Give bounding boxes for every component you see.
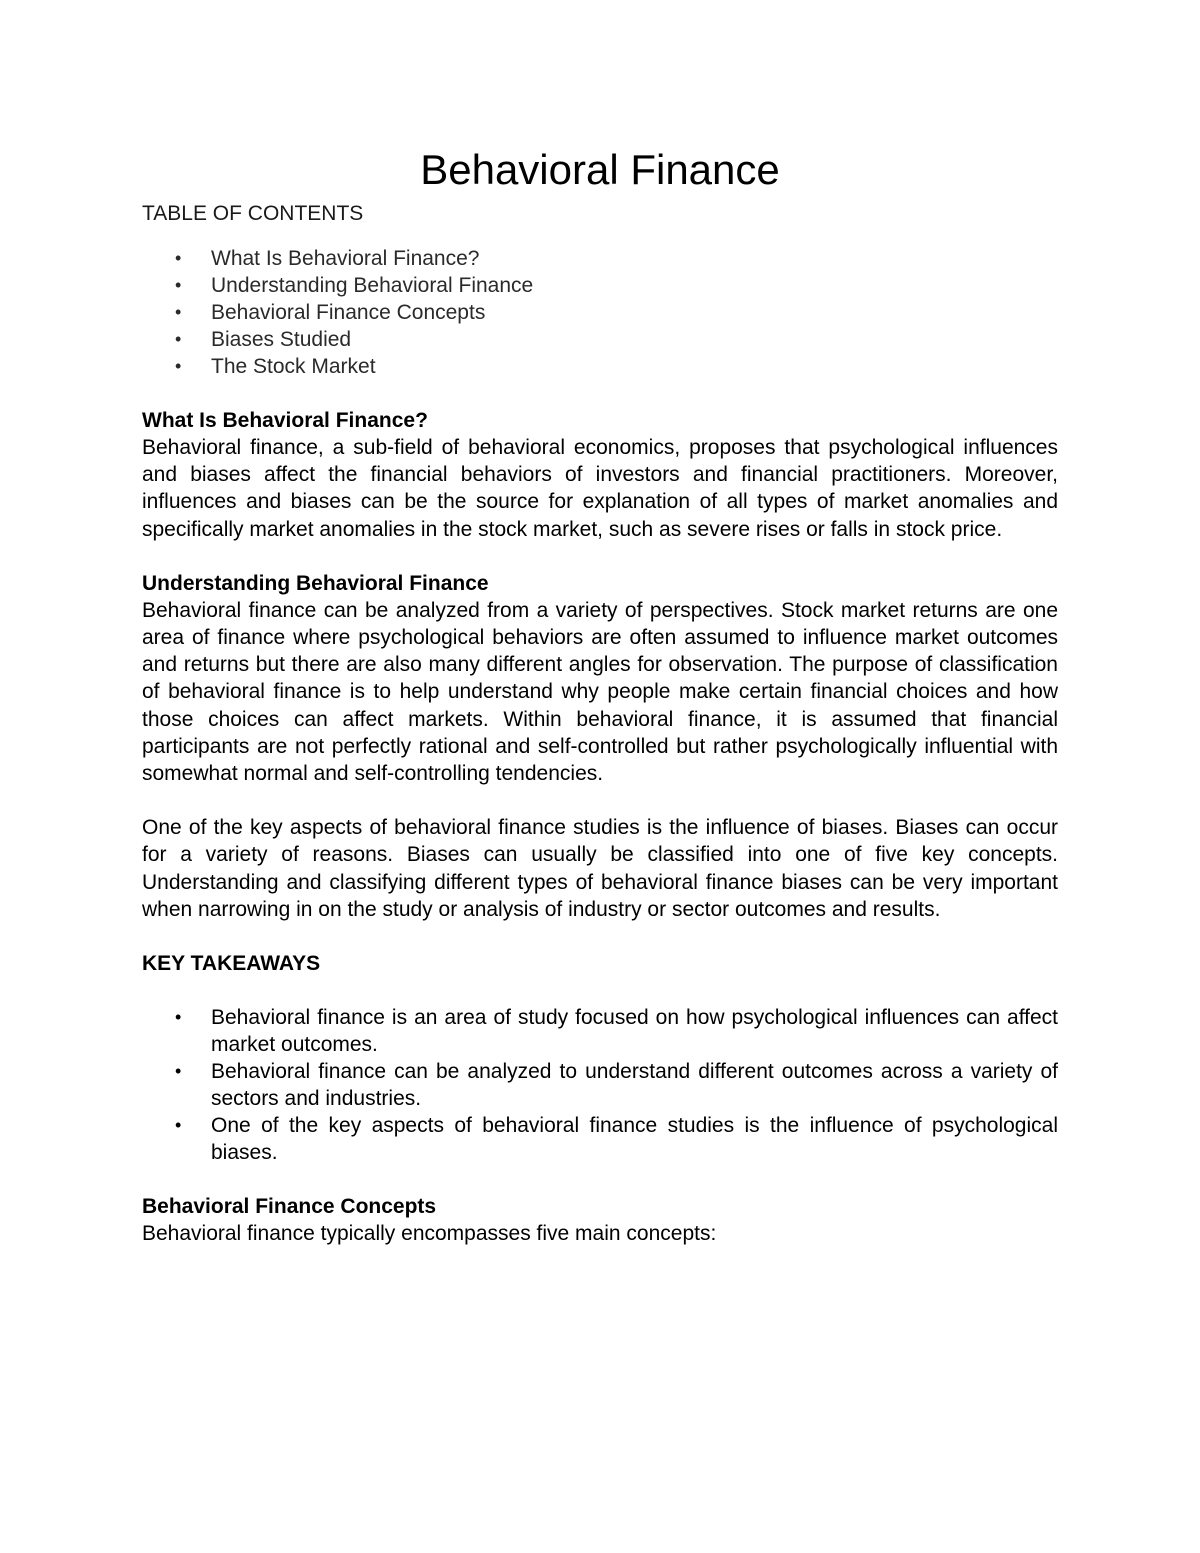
section-paragraph: Behavioral finance can be analyzed from a variety of perspectives. Stock market returns are one area of finance where psychological behaviors are often assumed to influence market outcomes and returns but there are also many different angles for observation. The purpose of classification of behavioral finance is to help understand why people make certain financial choices and how those choices can affect markets. Within behavioral finance, it is assumed that financial participants are not perfectly rational and self-controlled but rather psychologically influential with somewhat normal and self-controlling tendencies.	[142, 598, 1058, 786]
section-paragraph: Behavioral finance, a sub-field of behavioral economics, proposes that psychological influences and biases affect the financial behaviors of investors and financial practitioners. Moreover, influences and biases can be the source for explanation of all types of market anomalies and specifically market anomalies in the stock market, such as severe rises or falls in stock price.	[142, 436, 1058, 541]
section-heading-concepts: Behavioral Finance Concepts	[142, 1195, 437, 1219]
key-takeaways-list	[142, 1004, 1058, 1166]
section-paragraph: One of the key aspects of behavioral finance studies is the influence of biases. Biases can occur for a variety of reasons. Biases can usually be classified into one of five key concepts. Understanding and classifying different types of behavioral finance biases can be very important when narrowing in on the study or analysis of industry or sector outcomes and results.	[142, 816, 1058, 921]
toc-heading: TABLE OF CONTENTS	[142, 202, 364, 225]
section-paragraph: Behavioral finance typically encompasses five main concepts:	[142, 1222, 717, 1246]
toc-item: • Behavioral Finance Concepts	[211, 299, 1058, 326]
key-takeaways-heading: KEY TAKEAWAYS	[142, 952, 321, 976]
toc-item: • The Stock Market	[211, 353, 1058, 380]
table-of-contents	[142, 245, 1058, 380]
document-page	[142, 140, 1058, 1247]
toc-item: • Understanding Behavioral Finance	[211, 272, 1058, 299]
takeaway-item: • Behavioral finance can be analyzed to understand different outcomes across a variety of sectors and industries.	[211, 1058, 1058, 1112]
takeaway-item: • Behavioral finance is an area of study focused on how psychological influences can affect market outcomes.	[211, 1004, 1058, 1058]
toc-item: • Biases Studied	[211, 326, 1058, 353]
takeaway-item: • One of the key aspects of behavioral finance studies is the influence of psychological biases.	[211, 1112, 1058, 1166]
toc-item: • What Is Behavioral Finance?	[211, 245, 1058, 272]
section-heading-what-is: What Is Behavioral Finance?	[142, 409, 428, 432]
section-heading-understanding: Understanding Behavioral Finance	[142, 571, 489, 595]
document-title: Behavioral Finance	[420, 146, 780, 193]
